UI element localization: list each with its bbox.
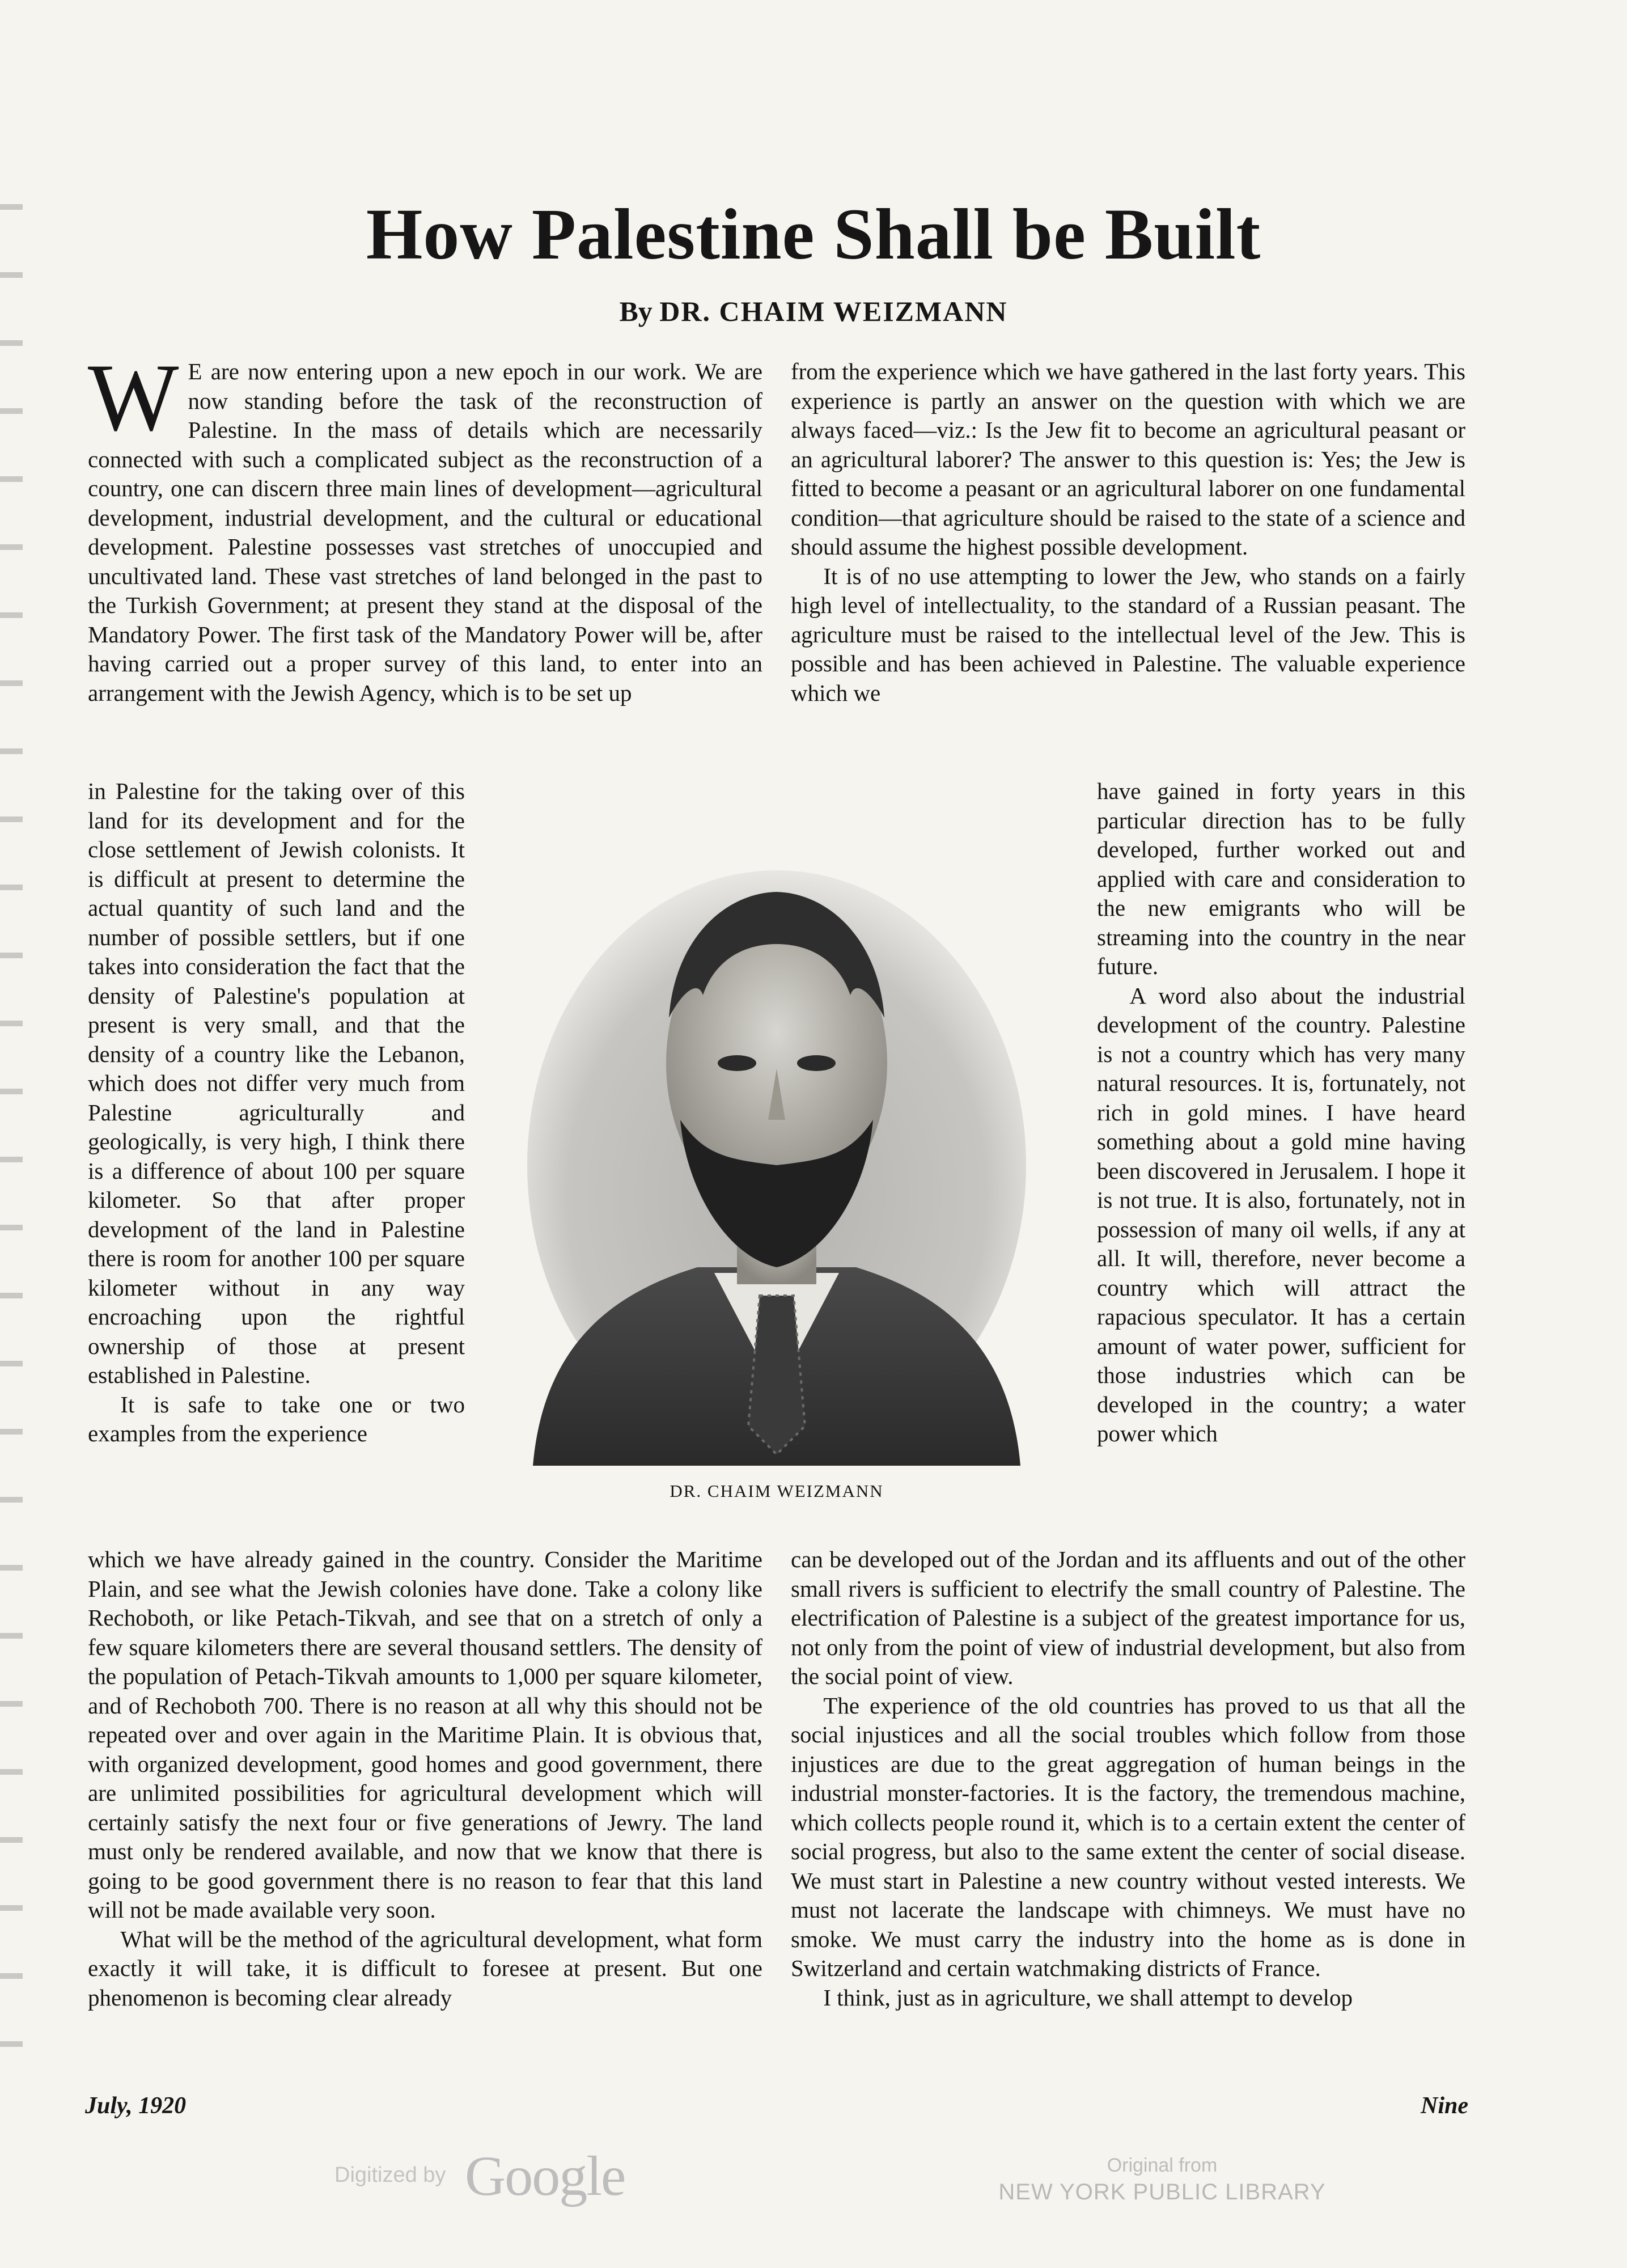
issue-date: July, 1920 bbox=[85, 2093, 187, 2119]
drop-cap: W bbox=[88, 357, 179, 451]
byline-prefix: By bbox=[619, 295, 653, 327]
paragraph: What will be the method of the agricultural development, what form exactly it will take, it is difficult to foresee at present. But one phenomenon is becoming clear already bbox=[88, 1926, 762, 2011]
paragraph: It is of no use attempting to lower the Jew, who stands on a fairly high level of intellectuality, to the standard of a Russian peasant. The agriculture must be raised to the intellectual level of the Jew. This is possible and has been achieved in Palestine. The valuable experience which we bbox=[791, 562, 1465, 706]
digitized-by-label: Digitized by bbox=[334, 2163, 446, 2187]
binding-margin bbox=[0, 170, 23, 2098]
right-column-top bbox=[791, 357, 1465, 765]
article-title: How Palestine Shall be Built bbox=[366, 194, 1261, 274]
portrait-caption: DR. CHAIM WEIZMANN bbox=[670, 1481, 884, 1501]
paragraph-text: E are now entering upon a new epoch in our work. We are now standing before the task of the reconstruction of Palestine. In the mass of details which are necessarily connected with such a complicated subject as the reconstruction of a country, one can discern three main lines of development—agricultural development, industrial development, and the cultural or educational development. Palestine possesses vast stretches of unoccupied and uncultivated land. These vast stretches of land belonged in the past to the Turkish Government; at present they stand at the disposal of the Mandatory Power. The first task of the Mandatory Power will be, after having carried out a proper survey of this land, to enter into an arrangement with the Jewish Agency, which is to be set up bbox=[88, 358, 762, 706]
paragraph bbox=[88, 357, 762, 708]
right-column-bottom bbox=[791, 1545, 1465, 2118]
left-column-top bbox=[88, 357, 762, 765]
byline-author: DR. CHAIM WEIZMANN bbox=[659, 295, 1008, 327]
paragraph: can be developed out of the Jordan and its affluents and out of the other small rivers is sufficient to electrify the small country of Palestine. The electrification of Palestine is a subject of the greatest importance for us, not only from the point of view of industrial development, but also from the social point of view. bbox=[791, 1546, 1465, 1689]
google-logo: Google bbox=[465, 2144, 625, 2207]
original-from-label: Original from bbox=[1107, 2155, 1218, 2176]
paragraph: I think, just as in agriculture, we shall attempt to develop bbox=[823, 1984, 1353, 2011]
library-name: NEW YORK PUBLIC LIBRARY bbox=[998, 2180, 1326, 2204]
paragraph: The experience of the old countries has proved to us that all the social injustices and all the social troubles which follow from those injustices are due to the great aggregation of human beings in the industrial monster-factories. It is the factory, the tremendous machine, which collects people round it, which is to a certain extent the center of social progress, but also to the same extent the center of social disease. We must start in Palestine a new country without vested interests. We must not lacerate the landscape with chimneys. We must have no smoke. We must carry the industry into the home as is done in Switzerland and certain watchmaking districts of France. bbox=[791, 1692, 1465, 1981]
paragraph: have gained in forty years in this particular direction has to be fully developed, further worked out and applied with care and consideration to the new emigrants who will be streaming into the country in the near future. bbox=[1097, 778, 1465, 979]
paragraph: in Palestine for the taking over of this land for its development and for the close settlement of Jewish colonists. It is difficult at present to determine the actual quantity of such land and the number of possible settlers, but if one takes into consideration the fact that the density of Palestine's population at present is very small, and that the density of a country like the Lebanon, which does not differ very much from Palestine agriculturally and geologically, is very high, I think there is a difference of about 100 per square kilometer. So that after proper development of the land in Palestine there is room for another 100 per square kilometer without in any way encroaching upon the rightful ownership of those at present established in Palestine. bbox=[88, 778, 465, 1388]
left-column-wrap bbox=[88, 777, 465, 1559]
page-number: Nine bbox=[1421, 2093, 1468, 2119]
paragraph: which we have already gained in the country. Consider the Maritime Plain, and see what the Jewish colonies have done. Take a colony like Rechoboth, or like Petach-Tikvah, and see that on a stretch of only a few square kilometers there are several thousand settlers. The density of the population of Petach-Tikvah amounts to 1,000 per square kilometer, and of Rechoboth 700. There is no reason at all why this should not be repeated over and over again in the Maritime Plain. It is obvious that, with organized development, good homes and good government, there are unlimited possibilities for agricultural development which will certainly satisfy the next four or five generations of Jewry. The land must only be rendered available, and now that we know that there is going to be good government there is no reason to fear that this land will not be made available very soon. bbox=[88, 1546, 762, 1923]
author-portrait bbox=[510, 825, 1043, 1466]
paragraph: from the experience which we have gathered in the last forty years. This experience is partly an answer on the question with which we are always faced—viz.: Is the Jew fit to become an agricultural peasant or an agricultural laborer? The answer to this question is: Yes; the Jew is fitted to become a peasant or an agricultural laborer on one fundamental condition—that agriculture should be raised to the state of a science and should assume the highest possible development. bbox=[791, 358, 1465, 560]
byline bbox=[0, 295, 1627, 328]
left-column-bottom bbox=[88, 1545, 762, 2118]
paragraph: A word also about the industrial development of the country. Palestine is not a country which has very many natural resources. It is, fortunately, not rich in gold mines. I have heard something about a gold mine having been discovered in Jerusalem. I hope it is not true. It is also, fortunately, not in possession of many oil wells, if any at all. It will, therefore, never become a country which will attract the rapacious speculator. It has a certain amount of water power, sufficient for those industries which can be developed in the country; a water power which bbox=[1097, 982, 1465, 1446]
right-column-wrap bbox=[1097, 777, 1465, 1559]
paragraph: It is safe to take one or two examples from the experience bbox=[88, 1391, 465, 1446]
